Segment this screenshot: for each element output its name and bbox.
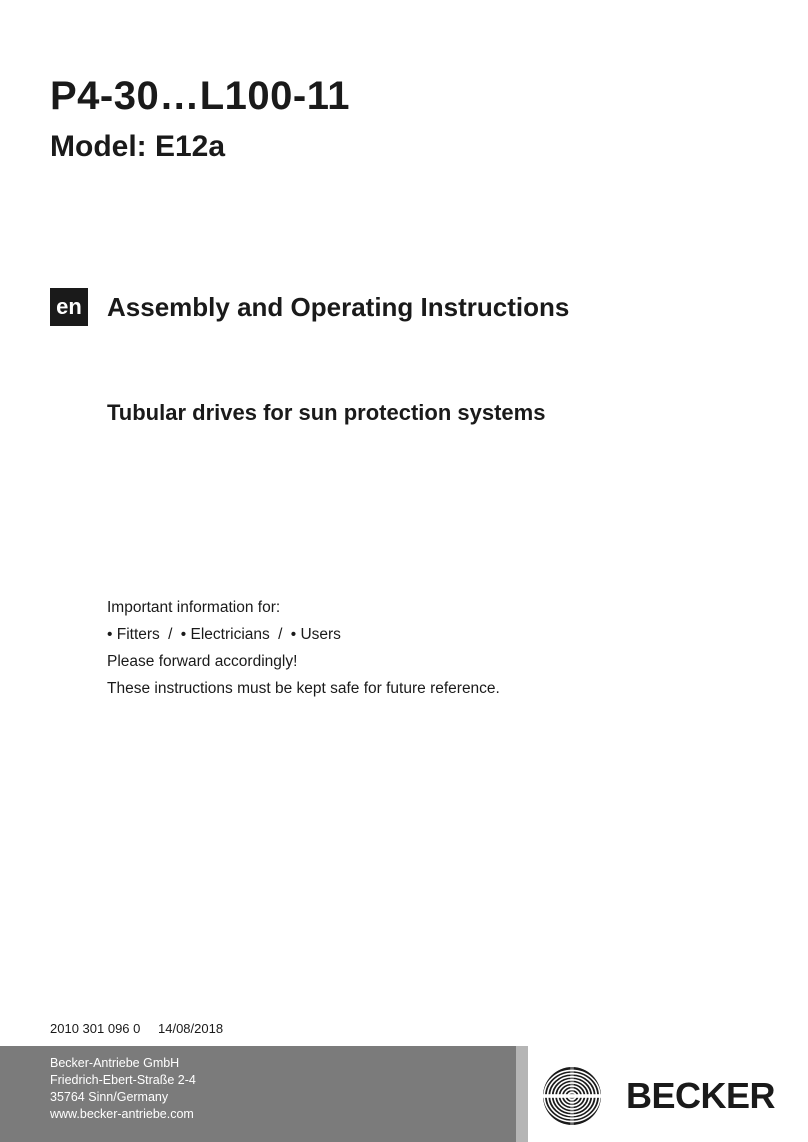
footer-strip — [516, 1046, 528, 1142]
bullet-icon: • — [290, 626, 297, 643]
audience-list — [107, 621, 500, 648]
product-title: P4-30…L100-11 — [50, 74, 351, 118]
model-label: Model: E12a — [50, 130, 226, 163]
audience-item-electricians: Electricians — [190, 626, 270, 643]
info-intro: Important information for: — [107, 599, 281, 616]
bullet-icon: • — [180, 626, 187, 643]
company-street: Friedrich-Ebert-Straße 2-4 — [50, 1073, 196, 1087]
important-information-block — [107, 594, 500, 702]
product-subtitle: Tubular drives for sun protection systems — [107, 400, 546, 425]
audience-separator: / — [168, 626, 173, 643]
company-city: 35764 Sinn/Germany — [50, 1090, 169, 1104]
document-reference — [50, 1020, 223, 1038]
keep-safe-note: These instructions must be kept safe for future reference. — [107, 680, 500, 697]
becker-logo-text: BECKER — [626, 1075, 776, 1116]
document-number: 2010 301 096 0 — [50, 1021, 141, 1036]
document-date: 14/08/2018 — [158, 1021, 224, 1036]
audience-separator: / — [278, 626, 283, 643]
forward-note: Please forward accordingly! — [107, 653, 298, 670]
company-address — [50, 1055, 196, 1123]
document-type-heading: Assembly and Operating Instructions — [107, 292, 570, 322]
company-website: www.becker-antriebe.com — [50, 1107, 194, 1121]
bullet-icon: • — [107, 626, 113, 643]
audience-item-fitters: Fitters — [116, 626, 160, 643]
audience-item-users: Users — [300, 626, 341, 643]
language-badge: en — [50, 288, 88, 326]
becker-spiral-logo-icon — [542, 1066, 602, 1126]
company-name: Becker-Antriebe GmbH — [50, 1056, 180, 1070]
